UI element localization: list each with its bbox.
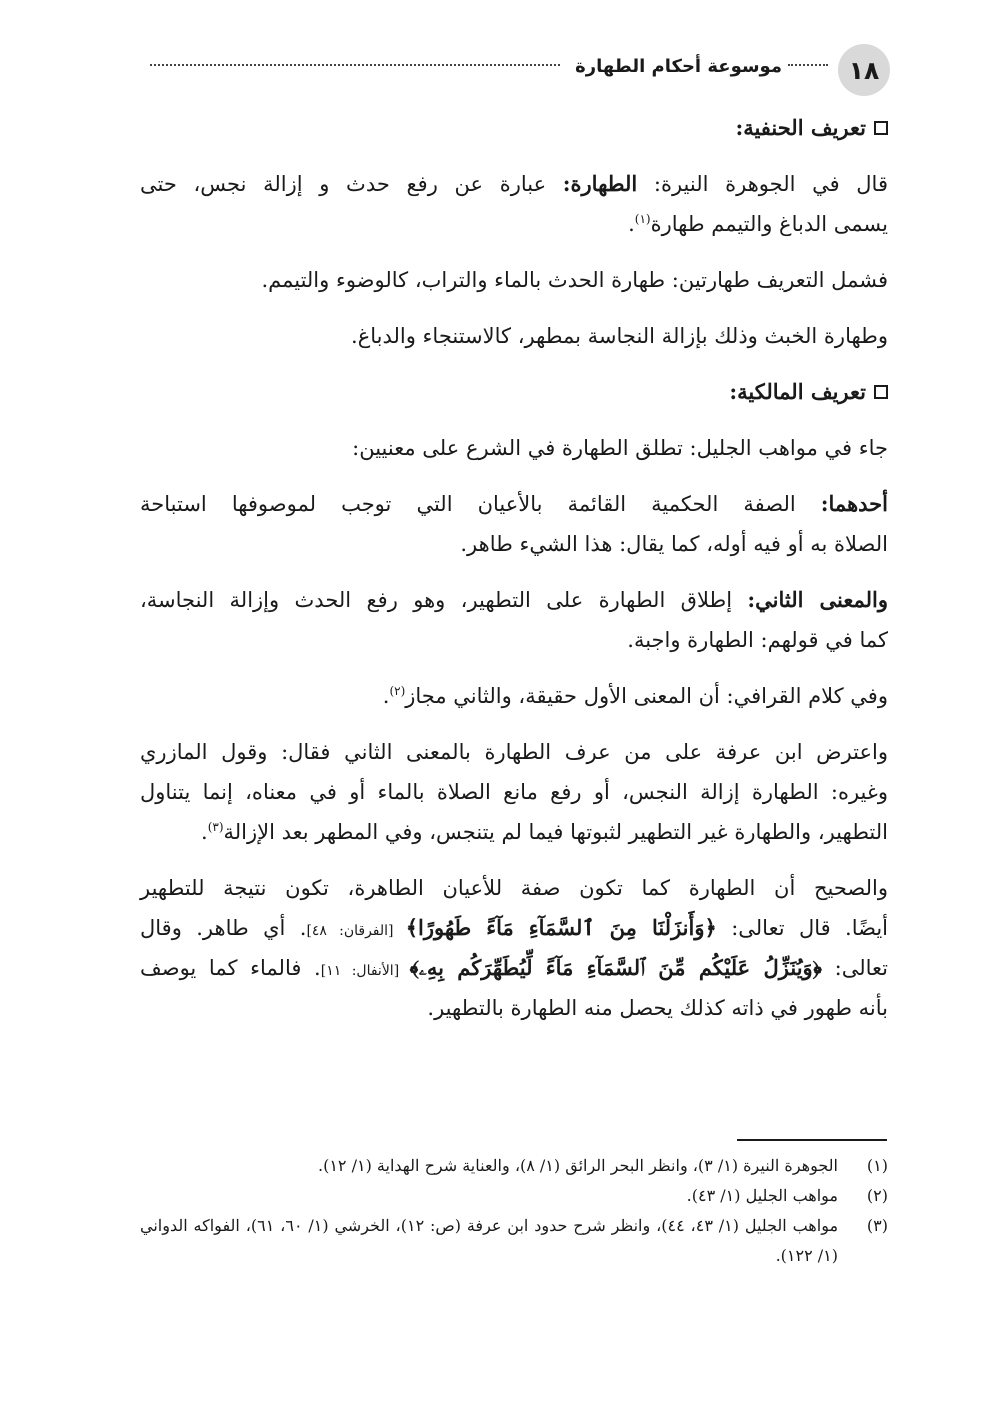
text-line: يسمى الدباغ والتيمم طهارة$^{(١)}$. bbox=[628, 212, 888, 236]
paragraph bbox=[140, 484, 888, 564]
text-line: واعترض ابن عرفة على من عرف الطهارة بالمعنى الثاني فقال: وقول المازري bbox=[140, 740, 888, 764]
footnote-number: (٣) bbox=[866, 1216, 888, 1235]
text-line: كما في قولهم: الطهارة واجبة. bbox=[627, 628, 888, 652]
text-line: وغيره: الطهارة إزالة النجس، أو رفع مانع الصلاة بالماء أو في معناه، إنما يتناول bbox=[140, 780, 888, 804]
footnotes bbox=[140, 1151, 888, 1271]
quran-verse: ﴿وَيُنَزِّلُ عَلَيْكُم مِّنَ ٱلسَّمَآءِ مَآءً لِّيُطَهِّرَكُم بِهِۦ﴾ bbox=[409, 955, 822, 980]
footnote bbox=[140, 1181, 888, 1211]
paragraph bbox=[140, 868, 888, 1028]
paragraph bbox=[140, 260, 888, 300]
header-dotted-leader-left bbox=[150, 64, 560, 66]
text-line: بأنه طهور في ذاته كذلك يحصل منه الطهارة بالتطهير. bbox=[427, 996, 888, 1020]
bold-term: والمعنى الثاني: bbox=[747, 587, 888, 612]
text-line: أيضًا. قال تعالى: ﴿وَأَنزَلْنَا مِنَ ٱلسَّمَآءِ مَآءً طَهُورًا﴾ [الفرقان: ٤٨]. أي طاهر. وقال bbox=[140, 915, 889, 940]
footnote-number: (١) bbox=[866, 1156, 888, 1175]
section-heading-maliki bbox=[140, 372, 888, 412]
text-line: والصحيح أن الطهارة كما تكون صفة للأعيان الطاهرة، تكون نتيجة للتطهير bbox=[140, 876, 888, 900]
bold-term: أحدهما: bbox=[820, 491, 888, 516]
square-bullet-icon bbox=[874, 121, 888, 135]
paragraph bbox=[140, 580, 888, 660]
header-dotted-leader-right bbox=[788, 64, 828, 66]
footnote-ref: (١) bbox=[634, 212, 651, 226]
text-line: أحدهما: الصفة الحكمية القائمة بالأعيان التي توجب لموصوفها استباحة bbox=[140, 491, 888, 516]
paragraph bbox=[140, 676, 888, 716]
text-line: والمعنى الثاني: إطلاق الطهارة على التطهير، وهو رفع الحدث وإزالة النجاسة، bbox=[140, 587, 888, 612]
paragraph bbox=[140, 316, 888, 356]
footnote-separator bbox=[737, 1139, 887, 1141]
verse-reference: [الأنفال: ١١] bbox=[320, 963, 410, 979]
footnote bbox=[140, 1151, 888, 1181]
footnote bbox=[140, 1211, 888, 1271]
heading-label: تعريف المالكية: bbox=[729, 379, 866, 404]
text-line: الصلاة به أو فيه أوله، كما يقال: هذا الشيء طاهر. bbox=[460, 532, 888, 556]
square-bullet-icon bbox=[874, 385, 888, 399]
paragraph bbox=[140, 732, 888, 852]
quran-verse: ﴿وَأَنزَلْنَا مِنَ ٱلسَّمَآءِ مَآءً طَهُورًا﴾ bbox=[405, 915, 717, 940]
page-number: ١٨ bbox=[838, 44, 890, 96]
text-line: فشمل التعريف طهارتين: طهارة الحدث بالماء والتراب، كالوضوء والتيمم. bbox=[261, 268, 888, 292]
text-line: وطهارة الخبث وذلك بإزالة النجاسة بمطهر، كالاستنجاء والدباغ. bbox=[351, 324, 888, 348]
text-line: جاء في مواهب الجليل: تطلق الطهارة في الشرع على معنيين: bbox=[352, 436, 888, 460]
footnote-text: الجوهرة النيرة (١/ ٣)، وانظر البحر الرائق (١/ ٨)، والعناية شرح الهداية (١/ ١٢). bbox=[318, 1156, 838, 1175]
paragraph bbox=[140, 164, 888, 244]
section-heading-hanafi bbox=[140, 108, 888, 148]
text-line: وفي كلام القرافي: أن المعنى الأول حقيقة، والثاني مجاز$^{(٢)}$. bbox=[382, 684, 888, 708]
verse-reference: [الفرقان: ٤٨] bbox=[306, 923, 406, 939]
running-title: موسوعة أحكام الطهارة bbox=[575, 56, 782, 77]
footnote-ref: (٢) bbox=[389, 684, 406, 698]
footnote-ref: (٣) bbox=[207, 820, 224, 834]
page-header bbox=[150, 44, 890, 104]
main-text bbox=[140, 108, 888, 1028]
heading-label: تعريف الحنفية: bbox=[735, 115, 866, 140]
bold-term: الطهارة: bbox=[562, 171, 638, 196]
text-line: التطهير، والطهارة غير التطهير لثبوتها فيما لم يتنجس، وفي المطهر بعد الإزالة$^{(٣)}$. bbox=[201, 820, 888, 844]
paragraph bbox=[140, 428, 888, 468]
text-line: تعالى: ﴿وَيُنَزِّلُ عَلَيْكُم مِّنَ ٱلسَّمَآءِ مَآءً لِّيُطَهِّرَكُم بِهِۦ﴾ [الأنفال: ١١]. فالماء كما يوصف bbox=[140, 955, 889, 980]
footnote-text: مواهب الجليل (١/ ٤٣، ٤٤)، وانظر شرح حدود ابن عرفة (ص: ١٢)، الخرشي (١/ ٦٠، ٦١)، الفواكه الدواني (١/ ١٢٢). bbox=[140, 1216, 839, 1265]
footnote-text: مواهب الجليل (١/ ٤٣). bbox=[686, 1186, 838, 1205]
text-line: قال في الجوهرة النيرة: الطهارة: عبارة عن رفع حدث و إزالة نجس، حتى bbox=[140, 171, 888, 196]
footnote-number: (٢) bbox=[866, 1186, 888, 1205]
